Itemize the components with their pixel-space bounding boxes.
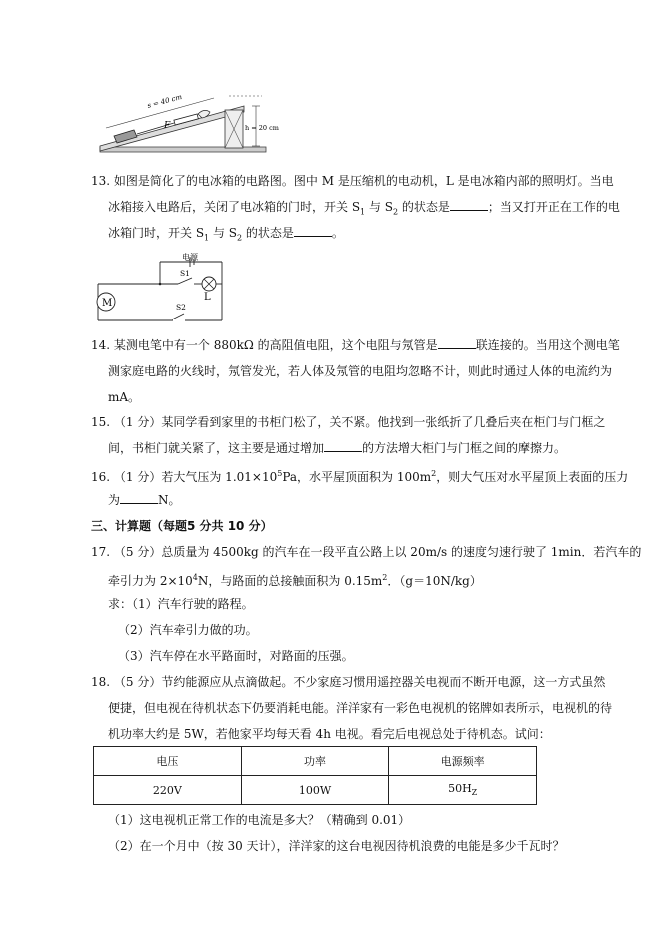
q18-number: 18. xyxy=(91,675,111,689)
answer-blank xyxy=(294,225,332,237)
motor-label: M xyxy=(102,298,113,309)
q16-number: 16. xyxy=(91,470,111,484)
q15-number: 15. xyxy=(91,415,111,429)
lamp-label: L xyxy=(204,292,211,303)
q17-ask2: （2）汽车牵引力做的功。 xyxy=(118,623,258,637)
q18-line2: 便捷，但电视在待机状态下仍要消耗电能。洋洋家有一彩色电视机的铭牌如表所示，电视机的待 xyxy=(108,701,613,715)
q17-number: 17. xyxy=(91,545,111,559)
q18-ask2: （2）在一个月中（按 30 天计），洋洋家的这台电视因待机浪费的电能是多少千瓦时？ xyxy=(108,839,565,853)
table-header-power: 功率 xyxy=(241,747,389,776)
q13-number: 13. xyxy=(91,174,111,188)
tv-nameplate-table xyxy=(93,746,537,805)
section-heading: 三、计算题（每题5 分共 10 分） xyxy=(91,519,273,533)
q13-line1: 13. 如图是简化了的电冰箱的电路图。图中 M 是压缩机的电动机，L 是电冰箱内部的照明灯。当电 xyxy=(91,174,614,188)
power-source-label: 电源 xyxy=(182,253,198,262)
q18-line3: 机功率大约是 5W，若他家平均每天看 4h 电视。看完后电视总处于待机态。试问： xyxy=(108,727,551,741)
fridge-circuit-diagram xyxy=(94,250,234,326)
answer-blank xyxy=(438,337,476,349)
q16-line1: 16. （1 分）若大气压为 $1.01\times 10^5Pa$，水平屋顶面积为 $100m^2$，则大气压对水平屋顶上表面的压力 xyxy=(91,469,629,484)
s-label: s = 40 cm xyxy=(146,92,183,110)
q14-line2: 测家庭电路的火线时，氖管发光，若人体及氖管的电阻均忽略不计，则此时通过人体的电流约为 xyxy=(108,364,613,378)
q17-ask1: 求：（1）汽车行驶的路程。 xyxy=(108,597,254,611)
h-label: h = 20 cm xyxy=(245,124,279,132)
q15-line1: 15. （1 分）某同学看到家里的书柜门松了，关不紧。他找到一张纸折了几叠后夹在柜门与门框之 xyxy=(91,415,606,429)
q16-line2: 为 N。 xyxy=(108,493,181,507)
q17-ask3: （3）汽车停在水平路面时，对路面的压强。 xyxy=(118,649,354,663)
q14-number: 14. xyxy=(91,338,111,352)
q18-ask1: （1）这电视机正常工作的电流是多大？（精确到 0.01） xyxy=(108,813,411,827)
table-header-frequency: 电源频率 xyxy=(389,747,537,776)
q13-line3: 冰箱门时，开关 $S_1$ 与 $S_2$ 的状态是 。 xyxy=(108,226,344,243)
table-cell-power: 100W xyxy=(241,776,389,805)
q18-line1: 18. （5 分）节约能源应从点滴做起。不少家庭习惯用遥控器关电视而不断开电源，这一方式虽然 xyxy=(91,675,606,689)
table-header-voltage: 电压 xyxy=(94,747,242,776)
q14-line3: mA。 xyxy=(108,390,141,404)
force-label: F xyxy=(164,121,171,131)
answer-blank xyxy=(324,440,362,452)
q17-line1: 17. （5 分）总质量为 4500kg 的汽车在一段平直公路上以 20m/s 的速度匀速行驶了 1min．若汽车的 xyxy=(91,545,642,559)
table-cell-frequency: $50H_Z$ xyxy=(389,776,537,805)
answer-blank xyxy=(120,492,158,504)
q17-line2: 牵引力为 $2\times 10^4N$，与路面的总接触面积为 $0.15m^2$．（g＝10N/kg） xyxy=(108,573,482,588)
switch-s1-label: S1 xyxy=(180,269,190,278)
q13-line2: 冰箱接入电路后，关闭了电冰箱的门时，开关 $S_1$ 与 $S_2$ 的状态是 ；当又打开正在工作的电 xyxy=(108,200,620,217)
table-row xyxy=(94,747,537,776)
table-cell-voltage: 220V xyxy=(94,776,242,805)
q15-line2: 间，书柜门就关紧了，这主要是通过增加 的方法增大柜门与门框之间的摩擦力。 xyxy=(108,441,567,455)
answer-blank xyxy=(450,199,488,211)
incline-figure xyxy=(94,88,279,160)
switch-s2-label: S2 xyxy=(176,303,186,312)
table-row xyxy=(94,776,537,805)
q14-line1: 14. 某测电笔中有一个 880kΩ 的高阻值电阻，这个电阻与氖管是 联连接的。当用这个测电笔 xyxy=(91,338,620,352)
